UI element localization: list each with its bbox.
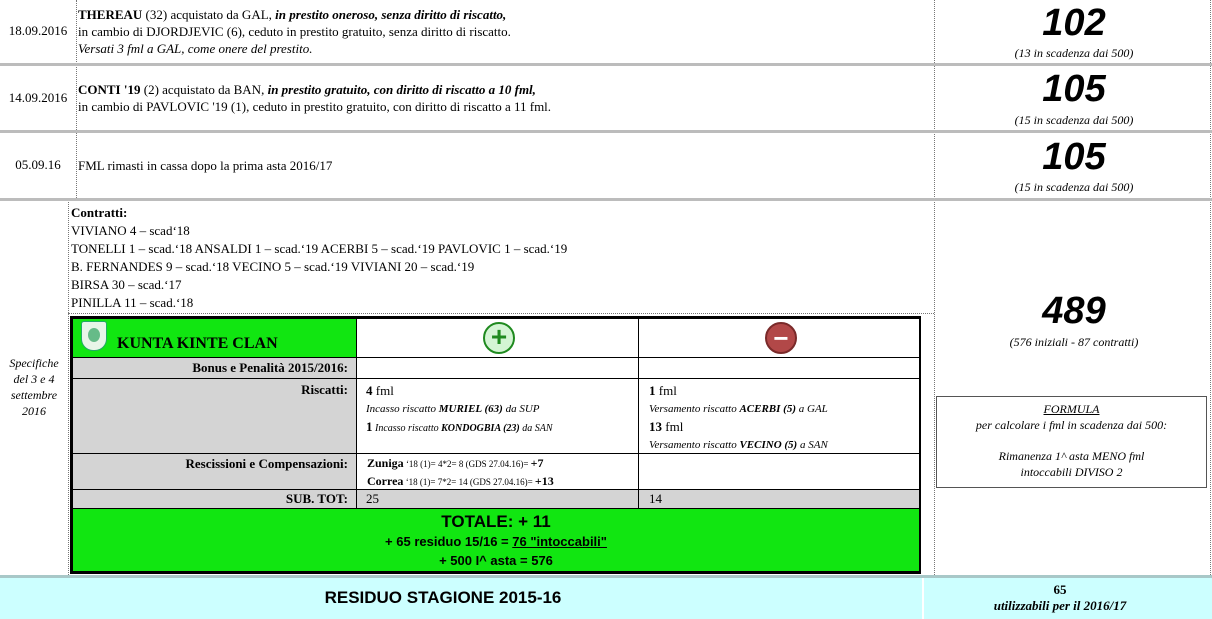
contract-line: PINILLA 11 – scad.‘18 (71, 295, 194, 310)
subtot-plus-cell (356, 489, 639, 509)
rescissioni-label: Rescissioni e Compensazioni: (185, 456, 348, 471)
plus-icon (483, 322, 515, 354)
plus-symbol: + (490, 321, 508, 352)
subtot-minus-cell (638, 489, 920, 509)
rescissione-value: +13 (534, 474, 554, 488)
spec-total-note: (576 iniziali - 87 contratti) (1009, 335, 1139, 349)
subtot-label-cell (72, 489, 357, 509)
player-name: CONTI '19 (78, 82, 141, 97)
contracts-separator (68, 313, 934, 314)
fml-unit: fml (662, 419, 684, 434)
rescissione-value: +7 (530, 456, 544, 470)
transfer-terms: in prestito gratuito, con diritto di riscatto a 10 fml, (267, 82, 536, 97)
contract-line: TONELLI 1 – scad.‘18 ANSALDI 1 – scad.‘19 ACERBI 5 – scad.‘19 PAVLOVIC 1 – scad.‘19 (71, 241, 568, 256)
riscatto-text: Incasso riscatto (372, 423, 442, 434)
plus-header-cell (356, 318, 639, 358)
divider-right-edge (1210, 0, 1211, 575)
formula-box (936, 396, 1207, 488)
footer-value: 65 (1053, 582, 1067, 597)
riscatti-minus-cell (638, 378, 920, 454)
event-text: (2) acquistato da BAN, (140, 82, 268, 97)
team-logo-icon (81, 321, 107, 351)
fml-unit: fml (655, 383, 677, 398)
riscatti-label: Riscatti: (301, 382, 348, 397)
riscatto-text: Versamento riscatto (649, 439, 740, 451)
event-description: FML rimasti in cassa dopo la prima asta 2016/17 (78, 158, 333, 173)
event-date: 18.09.2016 (8, 23, 68, 38)
contract-line: B. FERNANDES 9 – scad.‘18 VECINO 5 – scad.‘19 VIVIANI 20 – scad.‘19 (71, 259, 475, 274)
formula-line: Rimanenza 1^ asta MENO fml (998, 449, 1145, 463)
bonus-minus-cell (638, 357, 920, 379)
bonus-label-cell (72, 357, 357, 379)
riscatto-text: Incasso riscatto (366, 403, 439, 415)
event-date: 14.09.2016 (8, 90, 68, 105)
divider-spec-col (68, 200, 69, 575)
row-separator-3 (0, 198, 1212, 201)
total-note: (15 in scadenza dai 500) (1014, 180, 1134, 194)
rescissione-detail: ‘18 (1)= 7*2= 14 (GDS 27.04.16)= (403, 477, 535, 487)
event-line-3: Versati 3 fml a GAL, come onere del prestito. (78, 41, 313, 56)
riscatto-player: ACERBI (5) (739, 403, 796, 415)
event-description (78, 6, 511, 57)
fml-amount: 1 (649, 383, 656, 398)
minus-header-cell (638, 318, 920, 358)
riscatto-team: da SAN (519, 423, 553, 434)
subtot-label: SUB. TOT: (285, 491, 348, 506)
rescissioni-plus-cell (356, 453, 639, 490)
rescissioni-minus-cell (638, 453, 920, 490)
fml-unit: fml (372, 383, 394, 398)
spec-total-value: 489 (1042, 290, 1106, 332)
bonus-plus-cell (356, 357, 639, 379)
riscatti-plus-cell (356, 378, 639, 454)
event-text: (32) acquistato da GAL, (142, 7, 276, 22)
event-description (78, 81, 551, 115)
riscatto-text: Versamento riscatto (649, 403, 740, 415)
total-value: 105 (1042, 68, 1106, 110)
fml-amount: 13 (649, 419, 662, 434)
total-value: 102 (1042, 2, 1106, 44)
contracts-title: Contratti: (71, 205, 128, 220)
totale-line: TOTALE: + 11 (441, 512, 551, 531)
minus-symbol: − (773, 323, 789, 353)
total-note: (13 in scadenza dai 500) (1014, 46, 1134, 60)
row-separator-1 (0, 63, 1212, 66)
formula-title: FORMULA (1043, 402, 1100, 416)
event-line-2: in cambio di DJORDJEVIC (6), ceduto in prestito gratuito, senza diritto di riscatto. (78, 24, 511, 39)
riscatto-player: VECINO (5) (739, 439, 798, 451)
residuo-text: + 65 residuo 15/16 = (385, 534, 513, 549)
riscatti-label-cell (72, 378, 357, 454)
event-line-2: in cambio di PAVLOVIC '19 (1), ceduto in prestito gratuito, con diritto di riscatto a 11 fml. (78, 99, 552, 114)
divider-total-col (934, 0, 935, 575)
rescissione-detail: ‘18 (1)= 4*2= 8 (GDS 27.04.16)= (403, 459, 531, 469)
footer-title: RESIDUO STAGIONE 2015-16 (324, 588, 562, 607)
player-name: THEREAU (78, 7, 143, 22)
total-note: (15 in scadenza dai 500) (1014, 113, 1134, 127)
asta-line: + 500 I^ asta = 576 (439, 553, 553, 568)
contract-line: BIRSA 30 – scad.‘17 (71, 277, 182, 292)
divider-date-col (76, 0, 77, 200)
event-date: 05.09.16 (15, 157, 61, 172)
footer-note: utilizzabili per il 2016/17 (993, 598, 1127, 613)
formula-line: intoccabili DIVISO 2 (1020, 465, 1123, 479)
player-name: Correa (367, 474, 404, 488)
rescissioni-label-cell (72, 453, 357, 490)
spec-side-label: Specifiche del 3 e 4 settembre 2016 (9, 356, 59, 418)
riscatto-player: KONDOGBIA (23) (441, 423, 520, 434)
intoccabili-value: 76 "intoccabili" (512, 534, 607, 549)
totale-cell (72, 508, 920, 572)
total-value: 105 (1042, 136, 1106, 178)
contract-line: VIVIANO 4 – scad‘18 (71, 223, 190, 238)
bonus-label: Bonus e Penalità 2015/2016: (192, 360, 348, 375)
team-header-cell (72, 318, 357, 358)
team-name: KUNTA KINTE CLAN (117, 335, 278, 352)
riscatto-team: a GAL (796, 403, 828, 415)
contracts-block (71, 204, 567, 312)
player-name: Zuniga (367, 456, 404, 470)
subtot-plus-value: 25 (366, 491, 379, 506)
formula-line: per calcolare i fml in scadenza dai 500: (975, 418, 1168, 432)
transfer-terms: in prestito oneroso, senza diritto di riscatto, (275, 7, 507, 22)
riscatto-team: a SAN (797, 439, 828, 451)
subtot-minus-value: 14 (649, 491, 662, 506)
fml-amount: 1 (366, 419, 373, 434)
riscatto-player: MURIEL (63) (438, 403, 503, 415)
riscatto-team: da SUP (502, 403, 540, 415)
minus-icon (765, 322, 797, 354)
fml-amount: 4 (366, 383, 373, 398)
row-separator-2 (0, 130, 1212, 133)
